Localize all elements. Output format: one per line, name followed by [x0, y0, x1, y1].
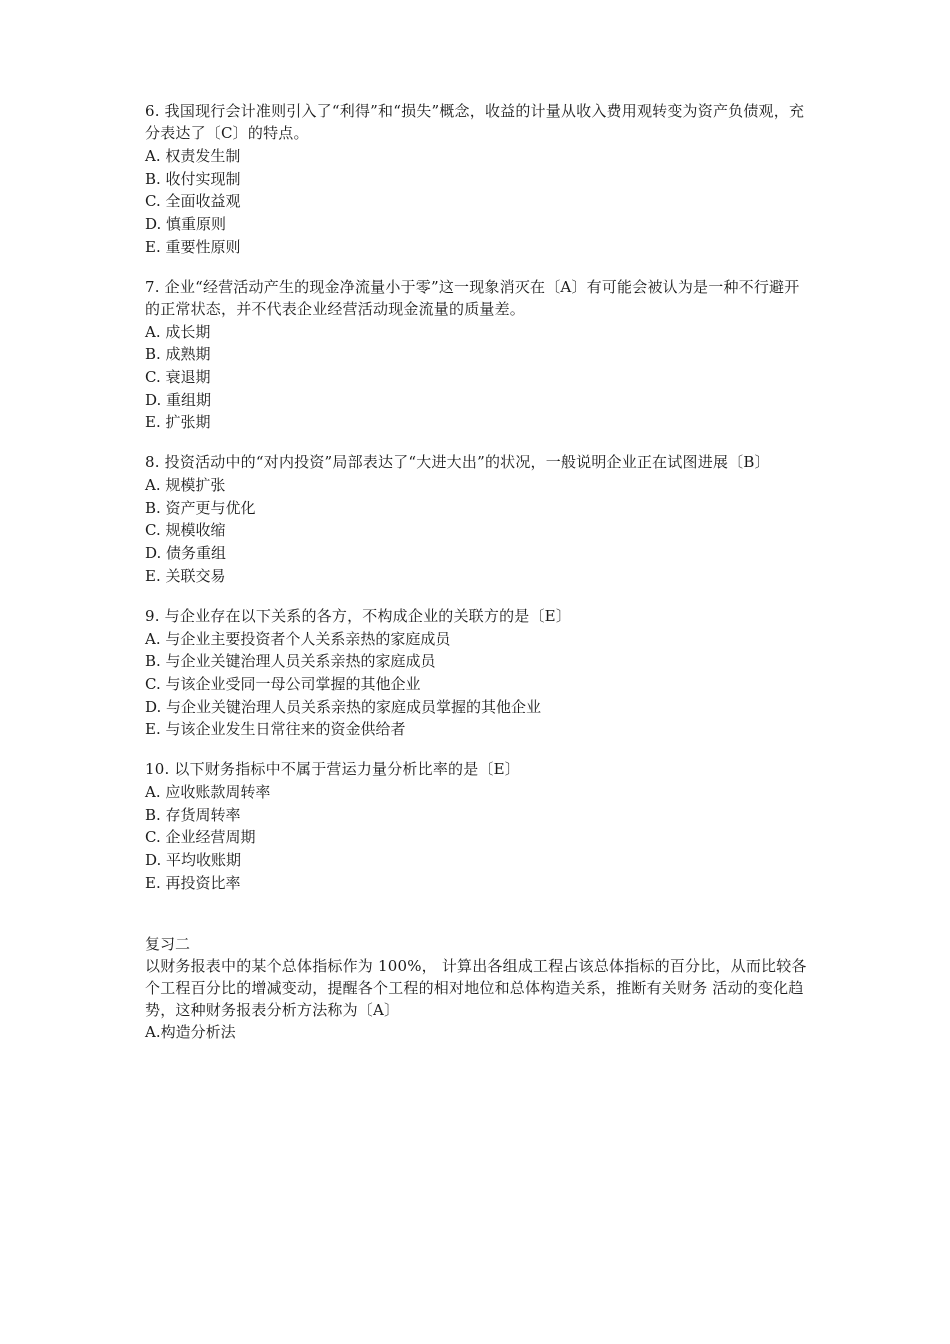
- option-a: A. 应收账款周转率: [145, 783, 271, 802]
- question-10: [145, 758, 810, 895]
- option-b: B. 成熟期: [145, 345, 211, 364]
- option-d: D. 债务重组: [145, 544, 227, 563]
- option-c: C. 与该企业受同一母公司掌握的其他企业: [145, 674, 421, 693]
- document-page: [145, 100, 810, 1043]
- question-stem: 9. 与企业存在以下关系的各方，不构成企业的关联方的是〔E〕: [145, 606, 572, 625]
- option-c: C. 全面收益观: [145, 192, 241, 211]
- option-a: A. 权责发生制: [145, 147, 241, 165]
- option-c: C. 衰退期: [145, 367, 211, 386]
- option-b: B. 与企业关键治理人员关系亲热的家庭成员: [145, 652, 436, 671]
- review-option-a: A.构造分析法: [145, 1022, 236, 1041]
- question-stem: 10. 以下财务指标中不属于营运力量分析比率的是〔E〕: [145, 760, 520, 779]
- review-title: 复习二: [145, 934, 191, 953]
- option-d: D. 与企业关键治理人员关系亲热的家庭成员掌握的其他企业: [145, 697, 542, 716]
- option-a: A. 规模扩张: [145, 476, 226, 495]
- option-d: D. 慎重原则: [145, 215, 227, 234]
- question-stem: 8. 投资活动中的“对内投资”局部表达了“大进大出”的状况，一般说明企业正在试图进展〔B〕: [145, 453, 770, 472]
- option-e: E. 扩张期: [145, 413, 211, 432]
- option-e: E. 再投资比率: [145, 873, 241, 892]
- question-stem: 7. 企业“经营活动产生的现金净流量小于零”这一现象消灭在〔A〕有可能会被认为是一种不行避开的正常状态，并不代表企业经营活动现金流量的质量差。: [145, 277, 800, 318]
- option-b: B. 收付实现制: [145, 169, 241, 188]
- question-stem: 6. 我国现行会计准则引入了“利得”和“损失”概念，收益的计量从收入费用观转变为资产负债观，充分表达了〔C〕的特点。: [145, 102, 805, 142]
- question-8: [145, 451, 810, 588]
- question-6: [145, 100, 810, 259]
- option-b: B. 存货周转率: [145, 805, 241, 824]
- option-b: B. 资产更与优化: [145, 498, 256, 517]
- option-d: D. 重组期: [145, 390, 212, 409]
- review-section: [145, 933, 810, 1044]
- question-9: [145, 605, 810, 742]
- option-c: C. 规模收缩: [145, 521, 226, 540]
- option-e: E. 与该企业发生日常往来的资金供给者: [145, 720, 406, 739]
- option-a: A. 与企业主要投资者个人关系亲热的家庭成员: [145, 629, 451, 648]
- review-question-stem: 以财务报表中的某个总体指标作为 100%， 计算出各组成工程占该总体指标的百分比，从而比较各个工程百分比的增减变动，提醒各个工程的相对地位和总体构造关系，推断有关财务 活动的变化趋势，这种财务报表分析方法称为〔A〕: [145, 956, 807, 1019]
- option-a: A. 成长期: [145, 322, 211, 341]
- option-e: E. 关联交易: [145, 566, 226, 585]
- option-c: C. 企业经营周期: [145, 828, 256, 847]
- option-d: D. 平均收账期: [145, 851, 242, 870]
- option-e: E. 重要性原则: [145, 237, 241, 256]
- question-7: [145, 276, 810, 435]
